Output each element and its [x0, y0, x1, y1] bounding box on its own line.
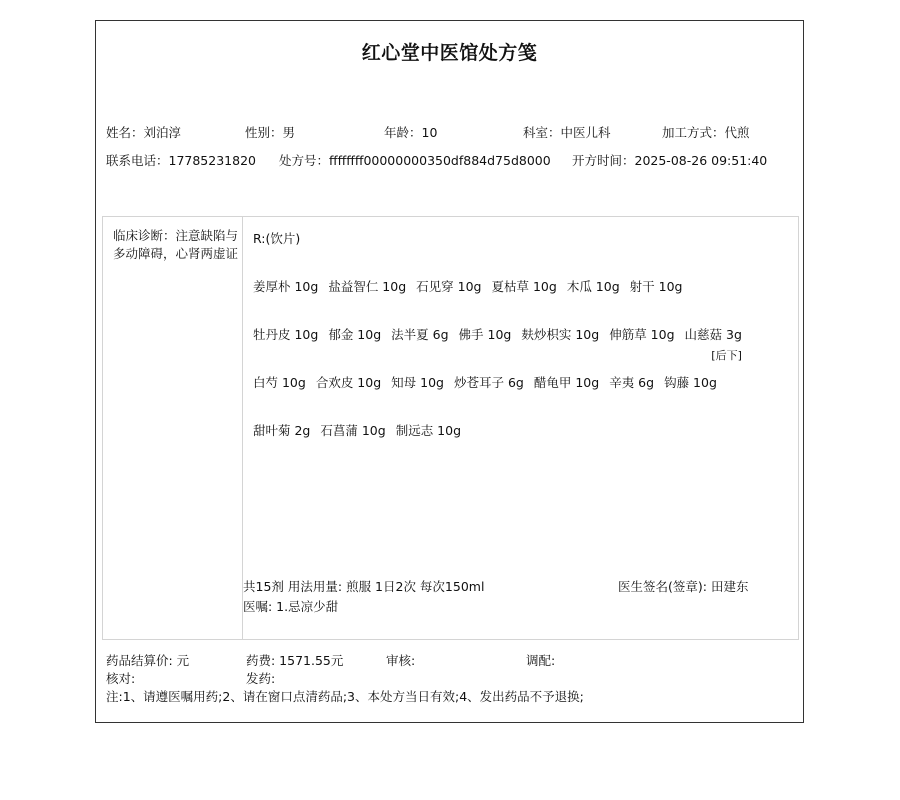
herb-item: 牡丹皮 10g: [253, 327, 319, 342]
clinical-diagnosis: 临床诊断：注意缺陷与多动障碍，心肾两虚证: [113, 228, 239, 261]
phone-number: 联系电话：17785231820: [106, 153, 256, 168]
herb-item: 盐益智仁 10g: [328, 279, 407, 294]
herb-item: 制远志 10g: [395, 423, 462, 438]
herb-item: 夏枯草 10g: [491, 279, 557, 294]
diagnosis-column: [103, 217, 243, 639]
herb-item-with-note: [684, 325, 742, 362]
patient-age: 年龄：10: [384, 125, 438, 140]
prescription-number: 处方号：ffffffff00000000350df884d75d8000: [279, 153, 551, 168]
processing-method: 加工方式：代煎: [662, 125, 750, 140]
herb-line-2: [253, 325, 752, 362]
doctor-signature: 医生签名(签章): 田建东: [618, 579, 749, 594]
issue-label: 发药:: [246, 671, 276, 686]
herb-item: 木瓜 10g: [566, 279, 620, 294]
herb-item: 钩藤 10g: [664, 375, 717, 390]
herb-item: 麸炒枳实 10g: [521, 327, 600, 342]
dispense-label: 调配:: [526, 653, 556, 668]
settle-price: 药品结算价: 元: [106, 653, 190, 668]
check-label: 核对:: [106, 671, 136, 686]
herb-item: 甜叶菊 2g: [253, 423, 311, 438]
prescription-time: 开方时间：2025-08-26 09:51:40: [572, 153, 768, 168]
herb-item: 炒苍耳子 6g: [453, 375, 524, 390]
usage-dosage: 共15剂 用法用量: 煎服 1日2次 每次150ml: [243, 579, 485, 594]
herb-line-1: [253, 277, 692, 295]
herb-item: 知母 10g: [391, 375, 444, 390]
page-title: 红心堂中医馆处方笺: [361, 42, 538, 64]
herb-item: 白芍 10g: [253, 375, 306, 390]
herb-item: 辛夷 6g: [609, 375, 655, 390]
herb-item: 射干 10g: [629, 279, 683, 294]
herb-item: 佛手 10g: [458, 327, 512, 342]
footer-note: 注:1、请遵医嘱用药;2、请在窗口点清药品;3、本处方当日有效;4、发出药品不予退换;: [106, 689, 584, 704]
herb-item: 法半夏 6g: [391, 327, 449, 342]
rx-header: R:(饮片): [253, 231, 301, 246]
herb-item: 山慈菇 3g: [684, 327, 742, 342]
department: 科室：中医儿科: [523, 125, 611, 140]
medicine-fee: 药费: 1571.55元: [246, 653, 344, 668]
herb-line-4: [253, 421, 471, 439]
herb-line-3: [253, 373, 727, 391]
herb-item: 郁金 10g: [328, 327, 382, 342]
herb-note: [后下]: [711, 349, 742, 362]
patient-name: 姓名：刘泊淳: [106, 125, 182, 140]
review-label: 审核:: [386, 653, 416, 668]
patient-gender: 性别：男: [245, 125, 296, 140]
prescription-body: [102, 216, 799, 640]
doctor-advice: 医嘱: 1.忌凉少甜: [243, 599, 339, 614]
herb-item: 伸筋草 10g: [609, 327, 675, 342]
herb-item: 石见穿 10g: [416, 279, 482, 294]
herb-item: 醋龟甲 10g: [533, 375, 600, 390]
prescription-sheet: [95, 20, 804, 723]
herb-item: 石菖蒲 10g: [320, 423, 386, 438]
herb-item: 姜厚朴 10g: [253, 279, 319, 294]
herb-item: 合欢皮 10g: [315, 375, 382, 390]
